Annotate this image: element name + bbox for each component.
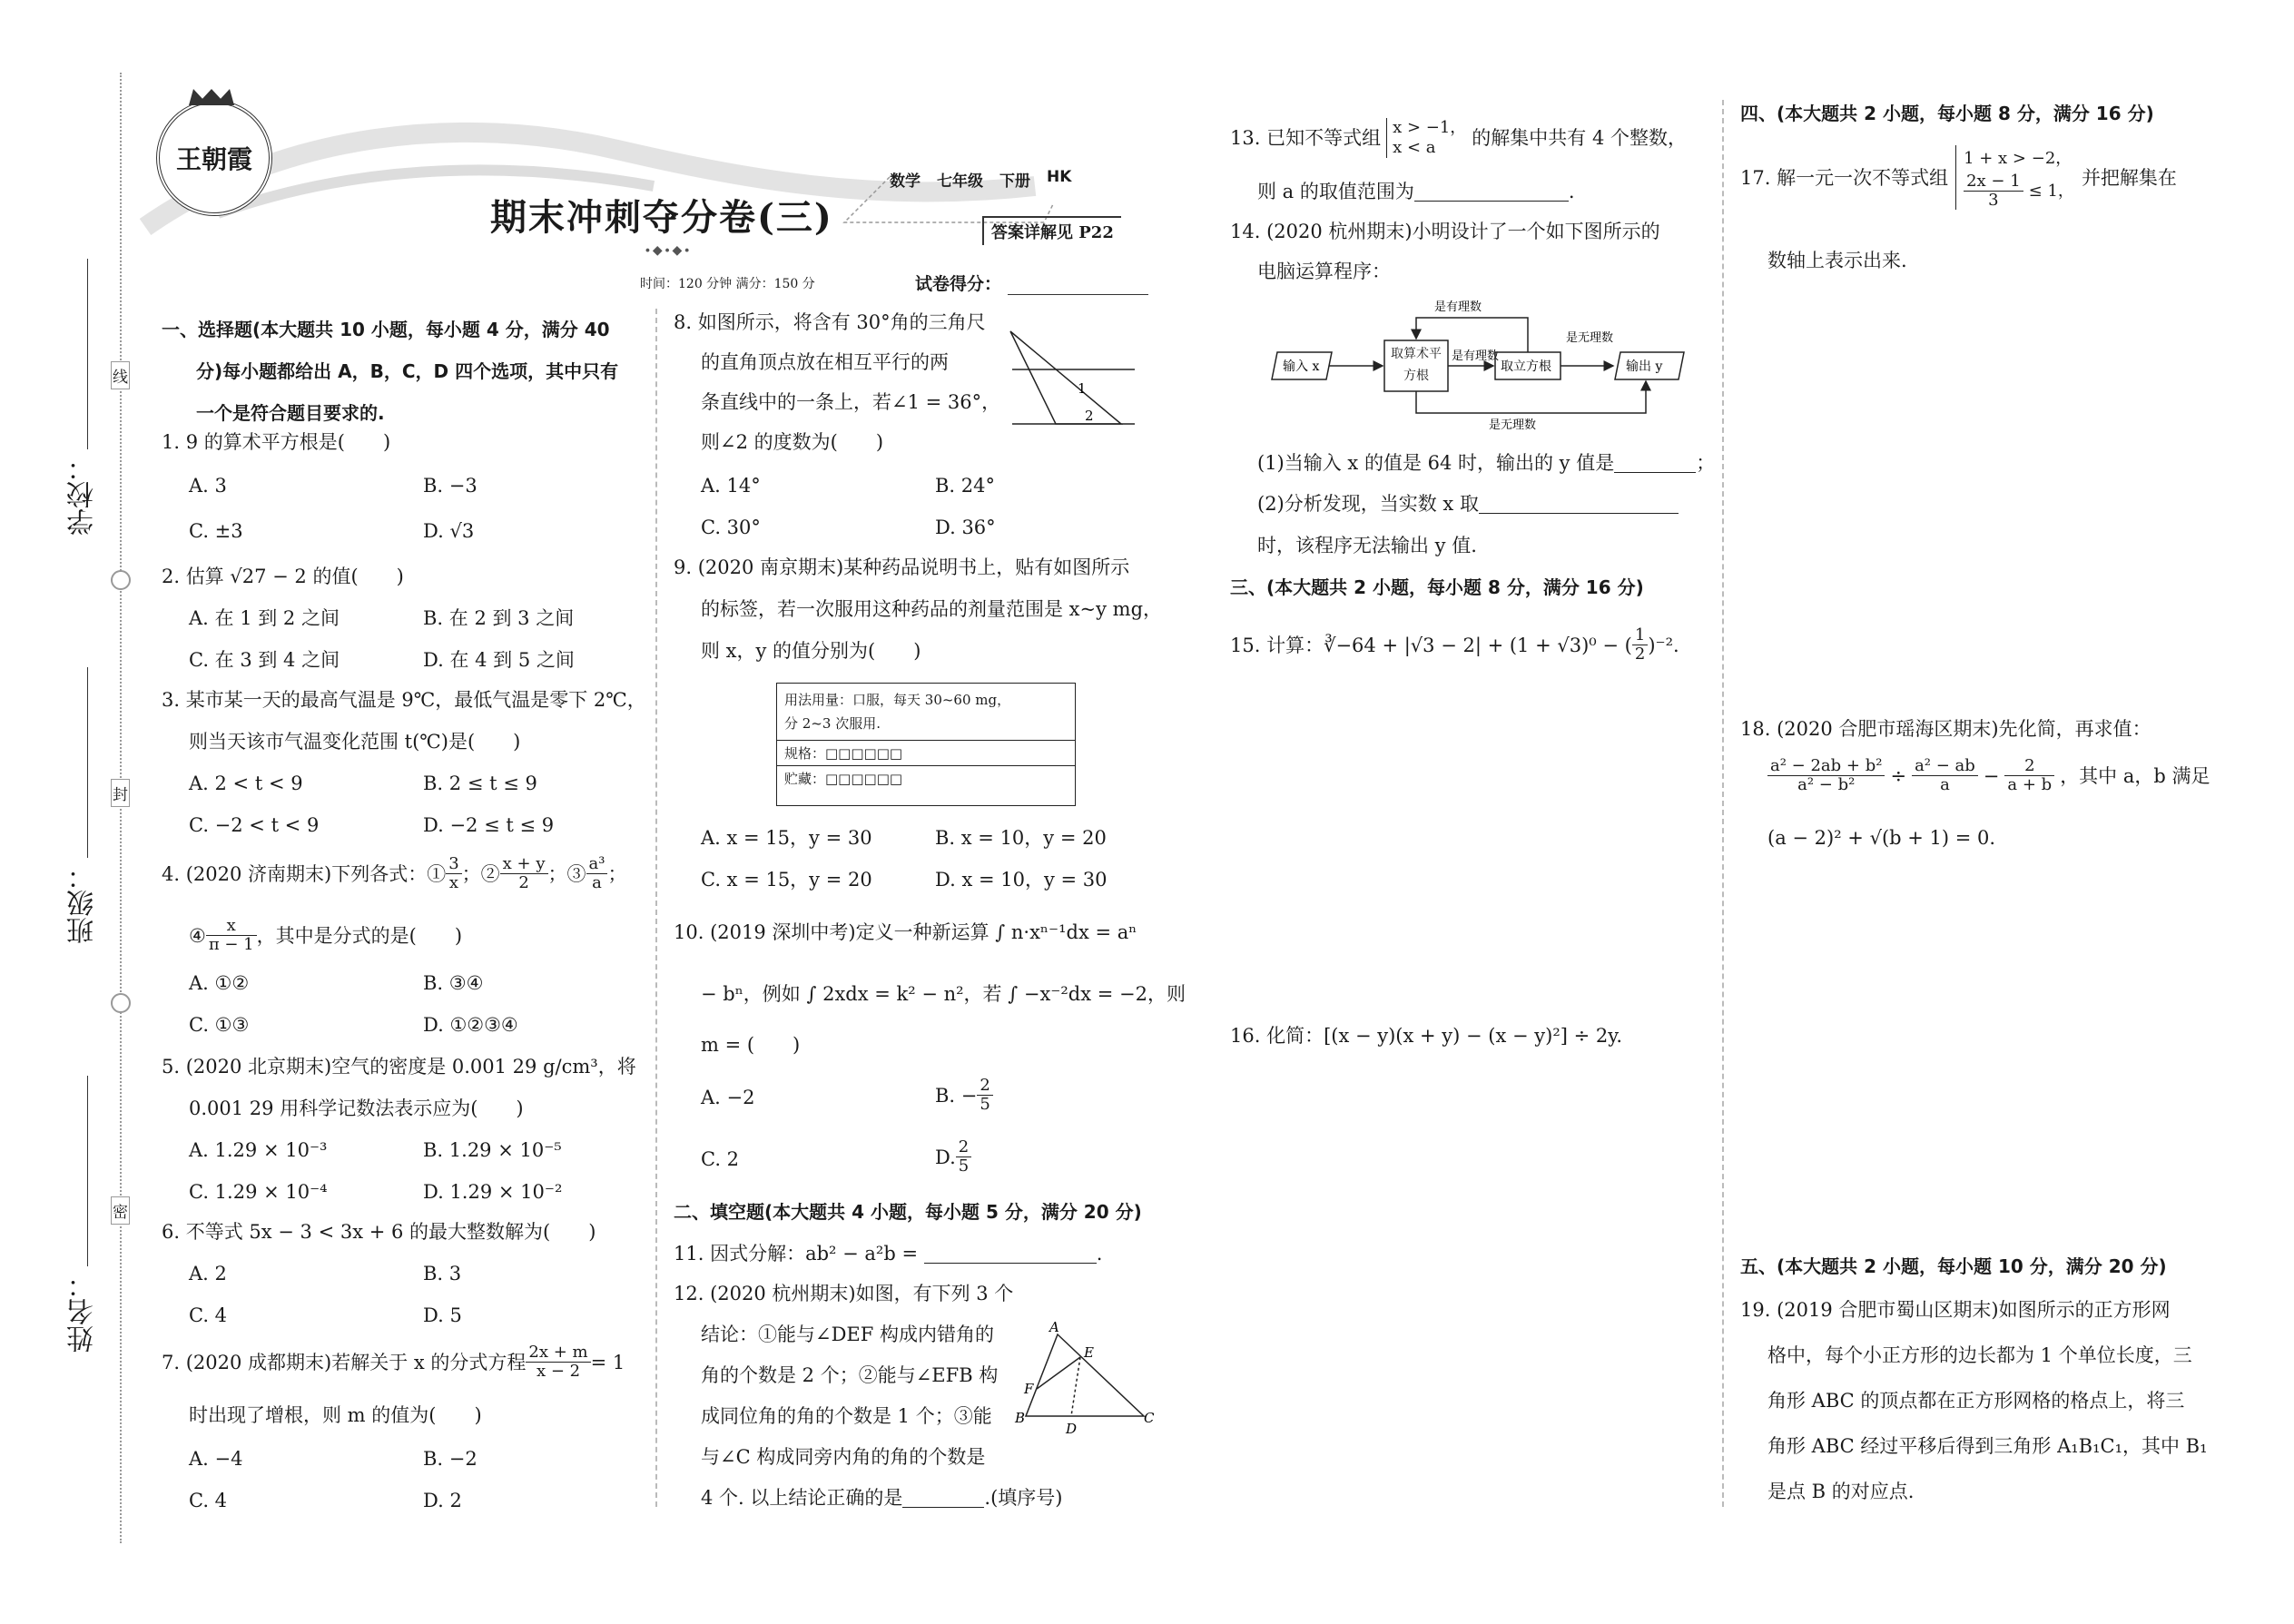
flow-irrational-label-1: 是无理数 xyxy=(1566,331,1614,345)
question-10-line3: m = ( ) xyxy=(701,1034,801,1056)
q4-option-c[interactable]: C. ①③ xyxy=(189,1014,250,1036)
q17-fraction: $\frac{2x - 1}{3}$ xyxy=(1964,172,2023,210)
q5-option-c[interactable]: C. 1.29 × 10⁻⁴ xyxy=(189,1181,328,1203)
question-16: 16. 化简：[(x − y)(x + y) − (x − y)²] ÷ 2y. xyxy=(1230,1025,1622,1047)
column-1 xyxy=(162,309,618,434)
q9-label-usage xyxy=(777,684,1075,741)
q12-point-d-label: D xyxy=(1066,1421,1078,1437)
q14-part1-text: (1)当输入 x 的值是 64 时，输出的 y 值是 xyxy=(1257,452,1615,474)
q4-fraction-1: $\frac{3}{x}$ xyxy=(446,855,461,892)
seal-mark-mi: 密 xyxy=(111,1196,130,1225)
question-19-line5: 是点 B 的对应点. xyxy=(1767,1481,1915,1502)
flow-rational-label-1: 是有理数 xyxy=(1452,349,1500,363)
binding-hole-icon xyxy=(111,993,131,1013)
q4-fraction-3: $\frac{\text{a³}}{a}$ xyxy=(586,855,608,892)
section-3-heading: 三、(本大题共 2 小题，每小题 8 分，满分 16 分) xyxy=(1230,576,1644,598)
q9-option-d[interactable]: D. x = 10，y = 30 xyxy=(935,869,1108,891)
question-13 xyxy=(1230,118,1687,158)
question-10-line2: − bⁿ，例如 ∫ 2xdx = k² − n²，若 ∫ −x⁻²dx = −2，则 xyxy=(701,983,1186,1005)
section-1-heading-line2: 分)每小题都给出 A，B，C，D 四个选项，其中只有 xyxy=(196,360,619,382)
page-title: 期末冲刺夺分卷(三) xyxy=(490,196,833,239)
q10-option-c[interactable]: C. 2 xyxy=(701,1148,740,1170)
answer-reference: 答案详解见 P22 xyxy=(982,216,1121,245)
flow-cbrt-label: 取立方根 xyxy=(1501,359,1551,374)
q1-option-c[interactable]: C. ±3 xyxy=(189,520,243,542)
question-17 xyxy=(1740,145,2177,210)
seal-mark-xian: 线 xyxy=(111,361,130,389)
q6-option-c[interactable]: C. 4 xyxy=(189,1304,228,1326)
seal-mark-feng: 封 xyxy=(111,779,130,807)
question-14-part1: (1)当输入 x 的值是 64 时，输出的 y 值是 ； xyxy=(1257,452,1716,474)
question-2: 2. 估算 √27 − 2 的值( ) xyxy=(162,566,404,587)
question-8-line2: 的直角顶点放在相互平行的两 xyxy=(701,351,949,373)
class-label: 班级： xyxy=(67,862,99,944)
question-12-line4: 成同位角的角的个数是 1 个；③能 xyxy=(701,1405,992,1427)
flow-irrational-label-2: 是无理数 xyxy=(1489,418,1537,432)
class-field[interactable] xyxy=(87,667,88,858)
q4-option-b[interactable]: B. ③④ xyxy=(423,972,484,994)
flow-sqrt-label: 取算术平方根 xyxy=(1391,347,1442,383)
q10-option-d[interactable] xyxy=(935,1138,971,1176)
question-19-line2: 格中，每个小正方形的边长都为 1 个单位长度，三 xyxy=(1767,1344,2192,1366)
question-5-line1: 5. (2020 北京期末)空气的密度是 0.001 29 g/cm³，将 xyxy=(162,1056,636,1078)
q8-option-c[interactable]: C. 30° xyxy=(701,517,761,538)
q18-fraction-3: $\frac{2}{a + b}$ xyxy=(2004,757,2054,794)
q4-separator: ；② xyxy=(461,862,500,885)
q18-condition: ，其中 a，b 满足 xyxy=(2060,764,2210,787)
question-10-line1: 10. (2019 深圳中考)定义一种新运算 ∫ n·xⁿ⁻¹dx = aⁿ xyxy=(674,921,1137,943)
q2-option-d[interactable]: D. 在 4 到 5 之间 xyxy=(423,649,575,671)
q4-fraction-4: $\frac{x}{\pi - 1}$ xyxy=(206,917,257,954)
q7-option-d[interactable]: D. 2 xyxy=(423,1490,462,1511)
q17-ineq-2-tail: ≤ 1， xyxy=(2028,181,2074,201)
q8-figure-triangle xyxy=(1003,322,1139,440)
q3-option-b[interactable]: B. 2 ≤ t ≤ 9 xyxy=(423,773,537,794)
name-field[interactable] xyxy=(87,1076,88,1266)
question-9-line1: 9. (2020 南京期末)某种药品说明书上，贴有如图所示 xyxy=(674,556,1130,578)
question-19-line4: 角形 ABC 经过平移后得到三角形 A₁B₁C₁，其中 B₁ xyxy=(1767,1435,2208,1457)
q12-figure-triangle xyxy=(1017,1321,1153,1439)
q4-stem-tail: ，其中是分式的是( ) xyxy=(256,924,463,947)
q4-item-4-label: ④ xyxy=(189,924,206,947)
q12-point-e-label: E xyxy=(1084,1344,1094,1361)
column-divider xyxy=(1722,100,1724,1507)
q9-label-usage-line2: 分 2~3 次服用. xyxy=(784,715,881,732)
q12-point-a-label: A xyxy=(1049,1319,1059,1335)
q9-option-c[interactable]: C. x = 15，y = 20 xyxy=(701,869,872,891)
question-14-line2: 电脑运算程序： xyxy=(1257,261,1391,282)
score-label: 试卷得分： xyxy=(915,274,1002,294)
question-7-line2: 时出现了增根，则 m 的值为( ) xyxy=(189,1404,482,1426)
q14-part2-blank[interactable] xyxy=(1479,495,1679,514)
section-5-heading: 五、(本大题共 2 小题，每小题 10 分，满分 20 分) xyxy=(1740,1255,2167,1277)
q8-option-a[interactable]: A. 14° xyxy=(701,475,761,497)
q7-stem: 7. (2020 成都期末)若解关于 x 的分式方程 xyxy=(162,1351,527,1373)
question-3-line2: 则当天该市气温变化范围 t(℃)是( ) xyxy=(189,731,521,753)
q3-option-d[interactable]: D. −2 ≤ t ≤ 9 xyxy=(423,814,555,836)
section-2-heading: 二、填空题(本大题共 4 小题，每小题 5 分，满分 20 分) xyxy=(674,1201,1142,1223)
question-8-line3: 条直线中的一条上，若∠1 = 36°， xyxy=(701,391,1001,413)
q1-option-b[interactable]: B. −3 xyxy=(423,475,478,497)
question-5-line2: 0.001 29 用科学记数法表示应为( ) xyxy=(189,1097,524,1119)
q4-option-a[interactable]: A. ①② xyxy=(189,972,250,994)
q17-stem-tail: 并把解集在 xyxy=(2081,166,2177,189)
q13-inequality-system xyxy=(1386,118,1466,158)
q18-fraction-2: $\frac{\text{a² − ab}}{a}$ xyxy=(1912,757,1978,794)
question-12-line3: 角的个数是 2 个；②能与∠EFB 构 xyxy=(701,1364,999,1386)
question-19-line1: 19. (2019 合肥市蜀山区期末)如图所示的正方形网 xyxy=(1740,1299,2171,1321)
time-score-info: 时间：120 分钟 满分：150 分 xyxy=(640,277,815,291)
question-13-line2: 则 a 的取值范围为 . xyxy=(1257,181,1575,202)
question-18-line1: 18. (2020 合肥市瑶海区期末)先化简，再求值： xyxy=(1740,718,2151,740)
q3-option-c[interactable]: C. −2 < t < 9 xyxy=(189,814,320,836)
q12-point-f-label: F xyxy=(1024,1381,1034,1397)
question-12-line6 xyxy=(701,1484,1062,1511)
q12-answer-blank[interactable] xyxy=(902,1489,984,1508)
q5-option-a[interactable]: A. 1.29 × 10⁻³ xyxy=(189,1139,328,1161)
school-label: 学校： xyxy=(67,454,99,536)
q7-option-b[interactable]: B. −2 xyxy=(423,1448,478,1470)
q13-stem-tail: 的解集中共有 4 个整数， xyxy=(1472,127,1688,149)
q17-ineq-2 xyxy=(1964,172,2074,210)
q11-stem: 11. 因式分解：ab² − a²b = xyxy=(674,1243,924,1265)
score-field[interactable] xyxy=(1008,294,1148,295)
subject-tags xyxy=(890,168,1071,191)
question-8-line4: 则∠2 的度数为( ) xyxy=(701,431,884,453)
q18-divide: ÷ xyxy=(1890,764,1907,787)
question-14-line1: 14. (2020 杭州期末)小明设计了一个如下图所示的 xyxy=(1230,221,1660,242)
q4-separator: ； xyxy=(607,862,627,885)
question-17-line2: 数轴上表示出来. xyxy=(1767,250,1907,271)
q6-option-d[interactable]: D. 5 xyxy=(423,1304,462,1326)
q2-option-c[interactable]: C. 在 3 到 4 之间 xyxy=(189,649,340,671)
q2-option-b[interactable]: B. 在 2 到 3 之间 xyxy=(423,607,575,629)
section-1-heading-line1: 一、选择题(本大题共 10 小题，每小题 4 分，满分 40 xyxy=(162,319,610,340)
question-4 xyxy=(162,855,626,892)
question-9-line3: 则 x，y 的值分别为( ) xyxy=(701,640,921,662)
q10-option-b-fraction: $\frac{2}{5}$ xyxy=(977,1077,992,1114)
question-9-line2: 的标签，若一次服用这种药品的剂量范围是 x~y mg， xyxy=(701,598,1163,620)
q15-tail: )⁻². xyxy=(1648,634,1679,656)
column-divider xyxy=(655,309,657,1507)
question-3-line1: 3. 某市某一天的最高气温是 9℃，最低气温是零下 2℃， xyxy=(162,689,646,711)
flow-input-label: 输入 x xyxy=(1283,359,1320,374)
q14-flowchart xyxy=(1266,290,1702,431)
question-11: 11. 因式分解：ab² − a²b = . xyxy=(674,1243,1103,1265)
question-14-part2 xyxy=(1257,490,1679,517)
q18-fraction-1: $\frac{\text{a² − 2ab + b²}}{\text{a² − b²}}$ xyxy=(1767,757,1885,794)
q8-option-b[interactable]: B. 24° xyxy=(935,475,996,497)
q3-option-a[interactable]: A. 2 < t < 9 xyxy=(189,773,303,794)
q12-point-b-label: B xyxy=(1015,1410,1026,1426)
title-ornament: ∙◆∙◆∙ xyxy=(645,243,693,258)
q14-part1-blank[interactable] xyxy=(1614,454,1696,473)
q6-option-a[interactable]: A. 2 xyxy=(189,1263,227,1284)
q4-option-d[interactable]: D. ①②③④ xyxy=(423,1014,518,1036)
q8-angle-1-label: 1 xyxy=(1078,380,1087,397)
q17-stem: 17. 解一元一次不等式组 xyxy=(1740,166,1949,189)
q9-option-b[interactable]: B. x = 10，y = 20 xyxy=(935,827,1107,849)
section-1-heading-line3: 一个是符合题目要求的. xyxy=(196,402,385,424)
q1-option-a[interactable]: A. 3 xyxy=(189,475,227,497)
q12-point-c-label: C xyxy=(1144,1410,1155,1426)
publisher-logo xyxy=(156,100,272,216)
q8-angle-2-label: 2 xyxy=(1085,408,1094,424)
q7-option-a[interactable]: A. −4 xyxy=(189,1448,243,1470)
q7-option-c[interactable]: C. 4 xyxy=(189,1490,228,1511)
q5-option-b[interactable]: B. 1.29 × 10⁻⁵ xyxy=(423,1139,562,1161)
q14-part2-text: (2)分析发现，当实数 x 取 xyxy=(1257,493,1479,515)
q7-fraction: $\frac{2x + m}{x - 2}$ xyxy=(526,1343,590,1381)
q13-ineq-1: x > −1， xyxy=(1393,118,1467,137)
q1-option-d[interactable]: D. √3 xyxy=(423,520,475,542)
flow-rational-label-2: 是有理数 xyxy=(1434,300,1482,314)
question-7 xyxy=(162,1343,625,1381)
q2-option-a[interactable]: A. 在 1 到 2 之间 xyxy=(189,607,340,629)
q6-option-b[interactable]: B. 3 xyxy=(423,1263,462,1284)
q18-minus: − xyxy=(1983,764,2000,787)
binding-hole-icon xyxy=(111,570,131,590)
question-8-line1: 8. 如图所示，将含有 30°角的三角尺 xyxy=(674,311,986,333)
logo-text: 王朝霞 xyxy=(175,144,252,174)
q7-equals: = 1 xyxy=(590,1351,625,1373)
q10-option-d-label: D. xyxy=(935,1146,956,1168)
q13-stem: 13. 已知不等式组 xyxy=(1230,127,1382,149)
q15-stem: 15. 计算：∛−64 + |√3 − 2| + (1 + √3)⁰ − ( xyxy=(1230,634,1632,656)
q12-hint: .(填序号) xyxy=(984,1487,1063,1509)
q13-line2-text: 则 a 的取值范围为 xyxy=(1257,181,1414,202)
q4-separator: ；③ xyxy=(547,862,586,885)
question-12-line1: 12. (2020 杭州期末)如图，有下列 3 个 xyxy=(674,1283,1014,1304)
question-12-line2: 结论：①能与∠DEF 构成内错角的 xyxy=(701,1324,995,1345)
name-label: 姓名： xyxy=(67,1271,99,1353)
question-18-expression xyxy=(1767,757,2210,794)
question-4-line2 xyxy=(189,917,462,954)
tag-volume: 下册 xyxy=(999,172,1030,191)
q9-option-a[interactable]: A. x = 15，y = 30 xyxy=(701,827,872,849)
q17-ineq-1: 1 + x > −2， xyxy=(1964,149,2072,168)
school-field[interactable] xyxy=(87,259,88,449)
tag-edition: HK xyxy=(1047,168,1072,186)
q4-stem: 4. (2020 济南期末)下列各式：① xyxy=(162,862,447,885)
q10-option-b-label: B. − xyxy=(935,1084,978,1107)
tag-subject: 数学 xyxy=(890,172,921,191)
q9-medicine-label xyxy=(776,683,1076,806)
tag-grade: 七年级 xyxy=(937,172,983,191)
q10-option-a[interactable]: A. −2 xyxy=(701,1087,755,1108)
q9-label-storage: 贮藏：□□□□□□ xyxy=(784,771,903,787)
q9-label-usage-line1: 用法用量：口服，每天 30~60 mg， xyxy=(784,692,1011,708)
q10-option-d-fraction: $\frac{2}{5}$ xyxy=(956,1138,971,1176)
question-14-part2-line2: 时，该程序无法输出 y 值. xyxy=(1257,535,1477,556)
q4-fraction-2: $\frac{x + y}{2}$ xyxy=(500,855,548,892)
question-19-line3: 角形 ABC 的顶点都在正方形网格的格点上，将三 xyxy=(1767,1390,2185,1412)
q12-last-line-text: 4 个. 以上结论正确的是 xyxy=(701,1487,903,1509)
question-1: 1. 9 的算术平方根是( ) xyxy=(162,431,391,453)
question-18-line3: (a − 2)² + √(b + 1) = 0. xyxy=(1767,827,1996,849)
q9-label-spec: 规格：□□□□□□ xyxy=(777,741,1075,766)
flow-output-label: 输出 y xyxy=(1626,359,1663,374)
q11-answer-blank[interactable] xyxy=(924,1245,1097,1264)
q13-answer-blank[interactable] xyxy=(1414,182,1569,202)
question-6: 6. 不等式 5x − 3 < 3x + 6 的最大整数解为( ) xyxy=(162,1221,596,1243)
binding-dotted-line xyxy=(120,73,122,1543)
q15-fraction: $\frac{1}{2}$ xyxy=(1632,626,1648,664)
q10-option-b[interactable] xyxy=(935,1077,993,1114)
q13-ineq-2: x < a xyxy=(1393,138,1436,157)
q8-option-d[interactable]: D. 36° xyxy=(935,517,996,538)
question-15 xyxy=(1230,626,1679,664)
question-12-line5: 与∠C 构成同旁内角的角的个数是 xyxy=(701,1446,986,1468)
q5-option-d[interactable]: D. 1.29 × 10⁻² xyxy=(423,1181,563,1203)
section-4-heading: 四、(本大题共 2 小题，每小题 8 分，满分 16 分) xyxy=(1740,103,2154,124)
q17-inequality-system xyxy=(1955,145,2074,210)
